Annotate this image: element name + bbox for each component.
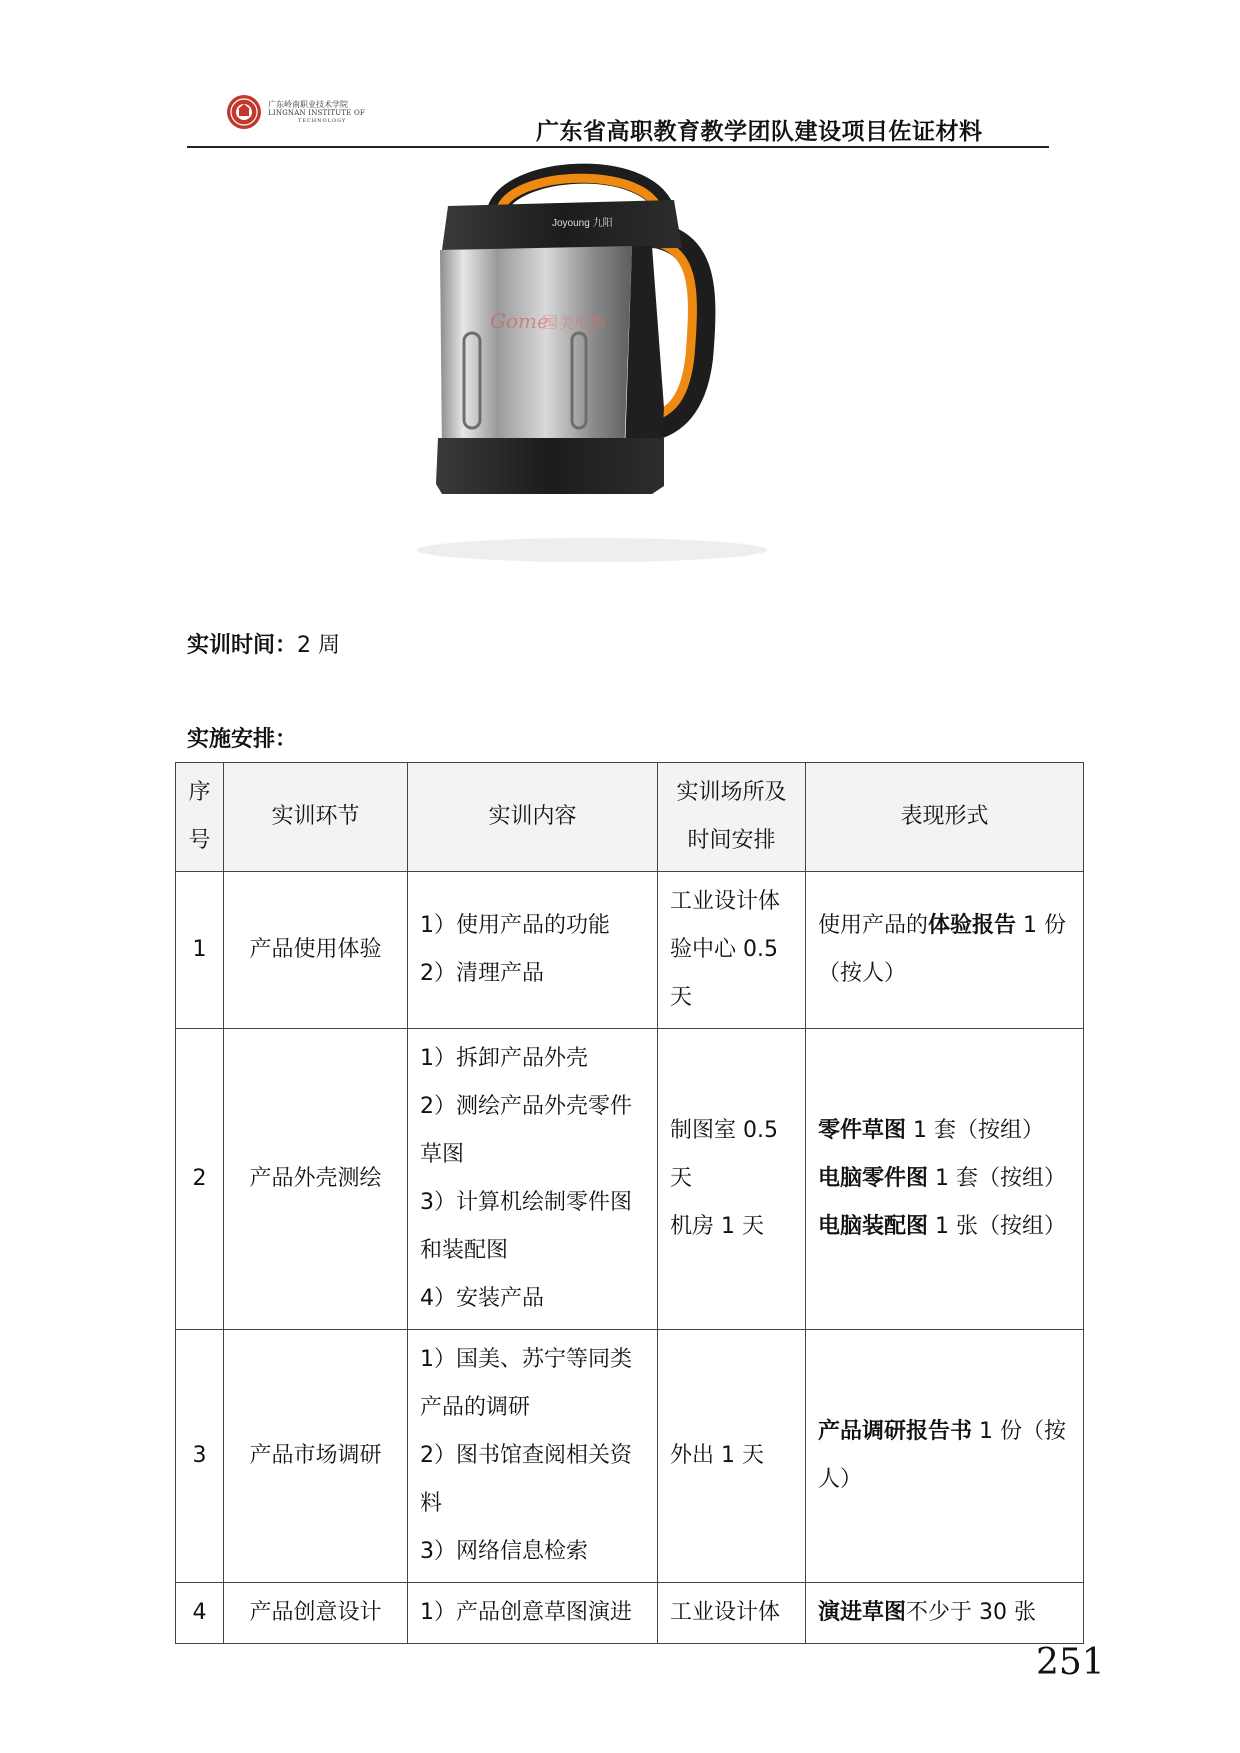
content-line: 2）测绘产品外壳零件草图 (420, 1094, 632, 1167)
schedule-heading (187, 722, 297, 753)
form-deliverable: 体验报告 (928, 913, 1017, 938)
page-number: 251 (1036, 1642, 1105, 1683)
logo-name-en-1: LINGNAN INSTITUTE OF (268, 109, 365, 117)
table-row (176, 872, 1084, 1029)
soymilk-maker-photo (402, 158, 782, 566)
institute-seal-icon (226, 94, 262, 130)
place-line: 制图室 0.5 天 (670, 1118, 778, 1191)
row-step: 产品使用体验 (224, 872, 408, 1029)
content-line: 4）安装产品 (420, 1286, 544, 1311)
row-no: 1 (176, 872, 224, 1029)
row-form (806, 1330, 1084, 1583)
table-row (176, 1029, 1084, 1330)
header-divider (187, 146, 1049, 148)
watermark-logo: Gome (490, 309, 549, 333)
row-form (806, 1583, 1084, 1644)
form-text: 1 张（按组） (928, 1214, 1066, 1239)
row-place: 工业设计体验中心 0.5 天 (658, 872, 806, 1029)
schedule-label: 实施安排： (187, 727, 298, 752)
row-content (408, 1330, 658, 1583)
place-line: 机房 1 天 (670, 1214, 764, 1239)
row-no: 4 (176, 1583, 224, 1644)
content-line: 2）图书馆查阅相关资料 (420, 1443, 632, 1516)
form-deliverable: 演进草图 (818, 1600, 907, 1625)
content-line: 1）拆卸产品外壳 (420, 1046, 588, 1071)
schedule-table (175, 762, 1084, 1644)
header-step: 实训环节 (224, 763, 408, 872)
row-no: 3 (176, 1330, 224, 1583)
row-step: 产品外壳测绘 (224, 1029, 408, 1330)
row-place (658, 1029, 806, 1330)
content-line: 3）网络信息检索 (420, 1539, 588, 1564)
header-content: 实训内容 (408, 763, 658, 872)
form-line (818, 1155, 1071, 1203)
content-line: 1）产品创意草图演进 (420, 1600, 632, 1625)
header-form: 表现形式 (806, 763, 1084, 872)
table-row (176, 1330, 1084, 1583)
row-place: 工业设计体 (658, 1583, 806, 1644)
product-brand-label: Joyoung 九阳 (552, 218, 613, 229)
row-form (806, 872, 1084, 1029)
form-deliverable: 零件草图 (818, 1118, 907, 1143)
table-header-row (176, 763, 1084, 872)
row-step: 产品市场调研 (224, 1330, 408, 1583)
form-deliverable: 产品调研报告书 (818, 1419, 973, 1444)
document-header-title: 广东省高职教育教学团队建设项目佐证材料 (536, 119, 983, 145)
form-line (818, 1203, 1071, 1251)
row-step: 产品创意设计 (224, 1583, 408, 1644)
logo-name-en-2: TECHNOLOGY (298, 118, 347, 124)
content-line: 2）清理产品 (420, 961, 544, 986)
header-place: 实训场所及时间安排 (658, 763, 806, 872)
form-deliverable: 电脑零件图 (818, 1166, 929, 1191)
training-time-value: 2 周 (297, 633, 341, 658)
row-content (408, 1583, 658, 1644)
form-text: 1 套（按组） (906, 1118, 1044, 1143)
form-text: 1 份（按人） (818, 913, 1067, 986)
training-time-label: 实训时间： (187, 633, 298, 658)
table-row (176, 1583, 1084, 1644)
form-deliverable: 电脑装配图 (818, 1214, 929, 1239)
row-content (408, 1029, 658, 1330)
row-form (806, 1029, 1084, 1330)
row-no: 2 (176, 1029, 224, 1330)
form-text: 不少于 30 张 (906, 1600, 1036, 1625)
logo-name-cn: 广东岭南职业技术学院 (268, 100, 348, 109)
training-time (187, 628, 340, 659)
row-content (408, 872, 658, 1029)
content-line: 3）计算机绘制零件图和装配图 (420, 1190, 632, 1263)
content-line: 1）国美、苏宁等同类产品的调研 (420, 1347, 632, 1420)
content-line: 1）使用产品的功能 (420, 913, 610, 938)
header-no: 序号 (176, 763, 224, 872)
form-line (818, 1107, 1071, 1155)
row-place: 外出 1 天 (658, 1330, 806, 1583)
form-text: 1 份（按人） (818, 1419, 1066, 1492)
form-text: 1 套（按组） (928, 1166, 1066, 1191)
form-text: 使用产品的 (818, 913, 929, 938)
institute-logo (226, 94, 366, 134)
watermark-text: 国美电器 (542, 313, 607, 332)
